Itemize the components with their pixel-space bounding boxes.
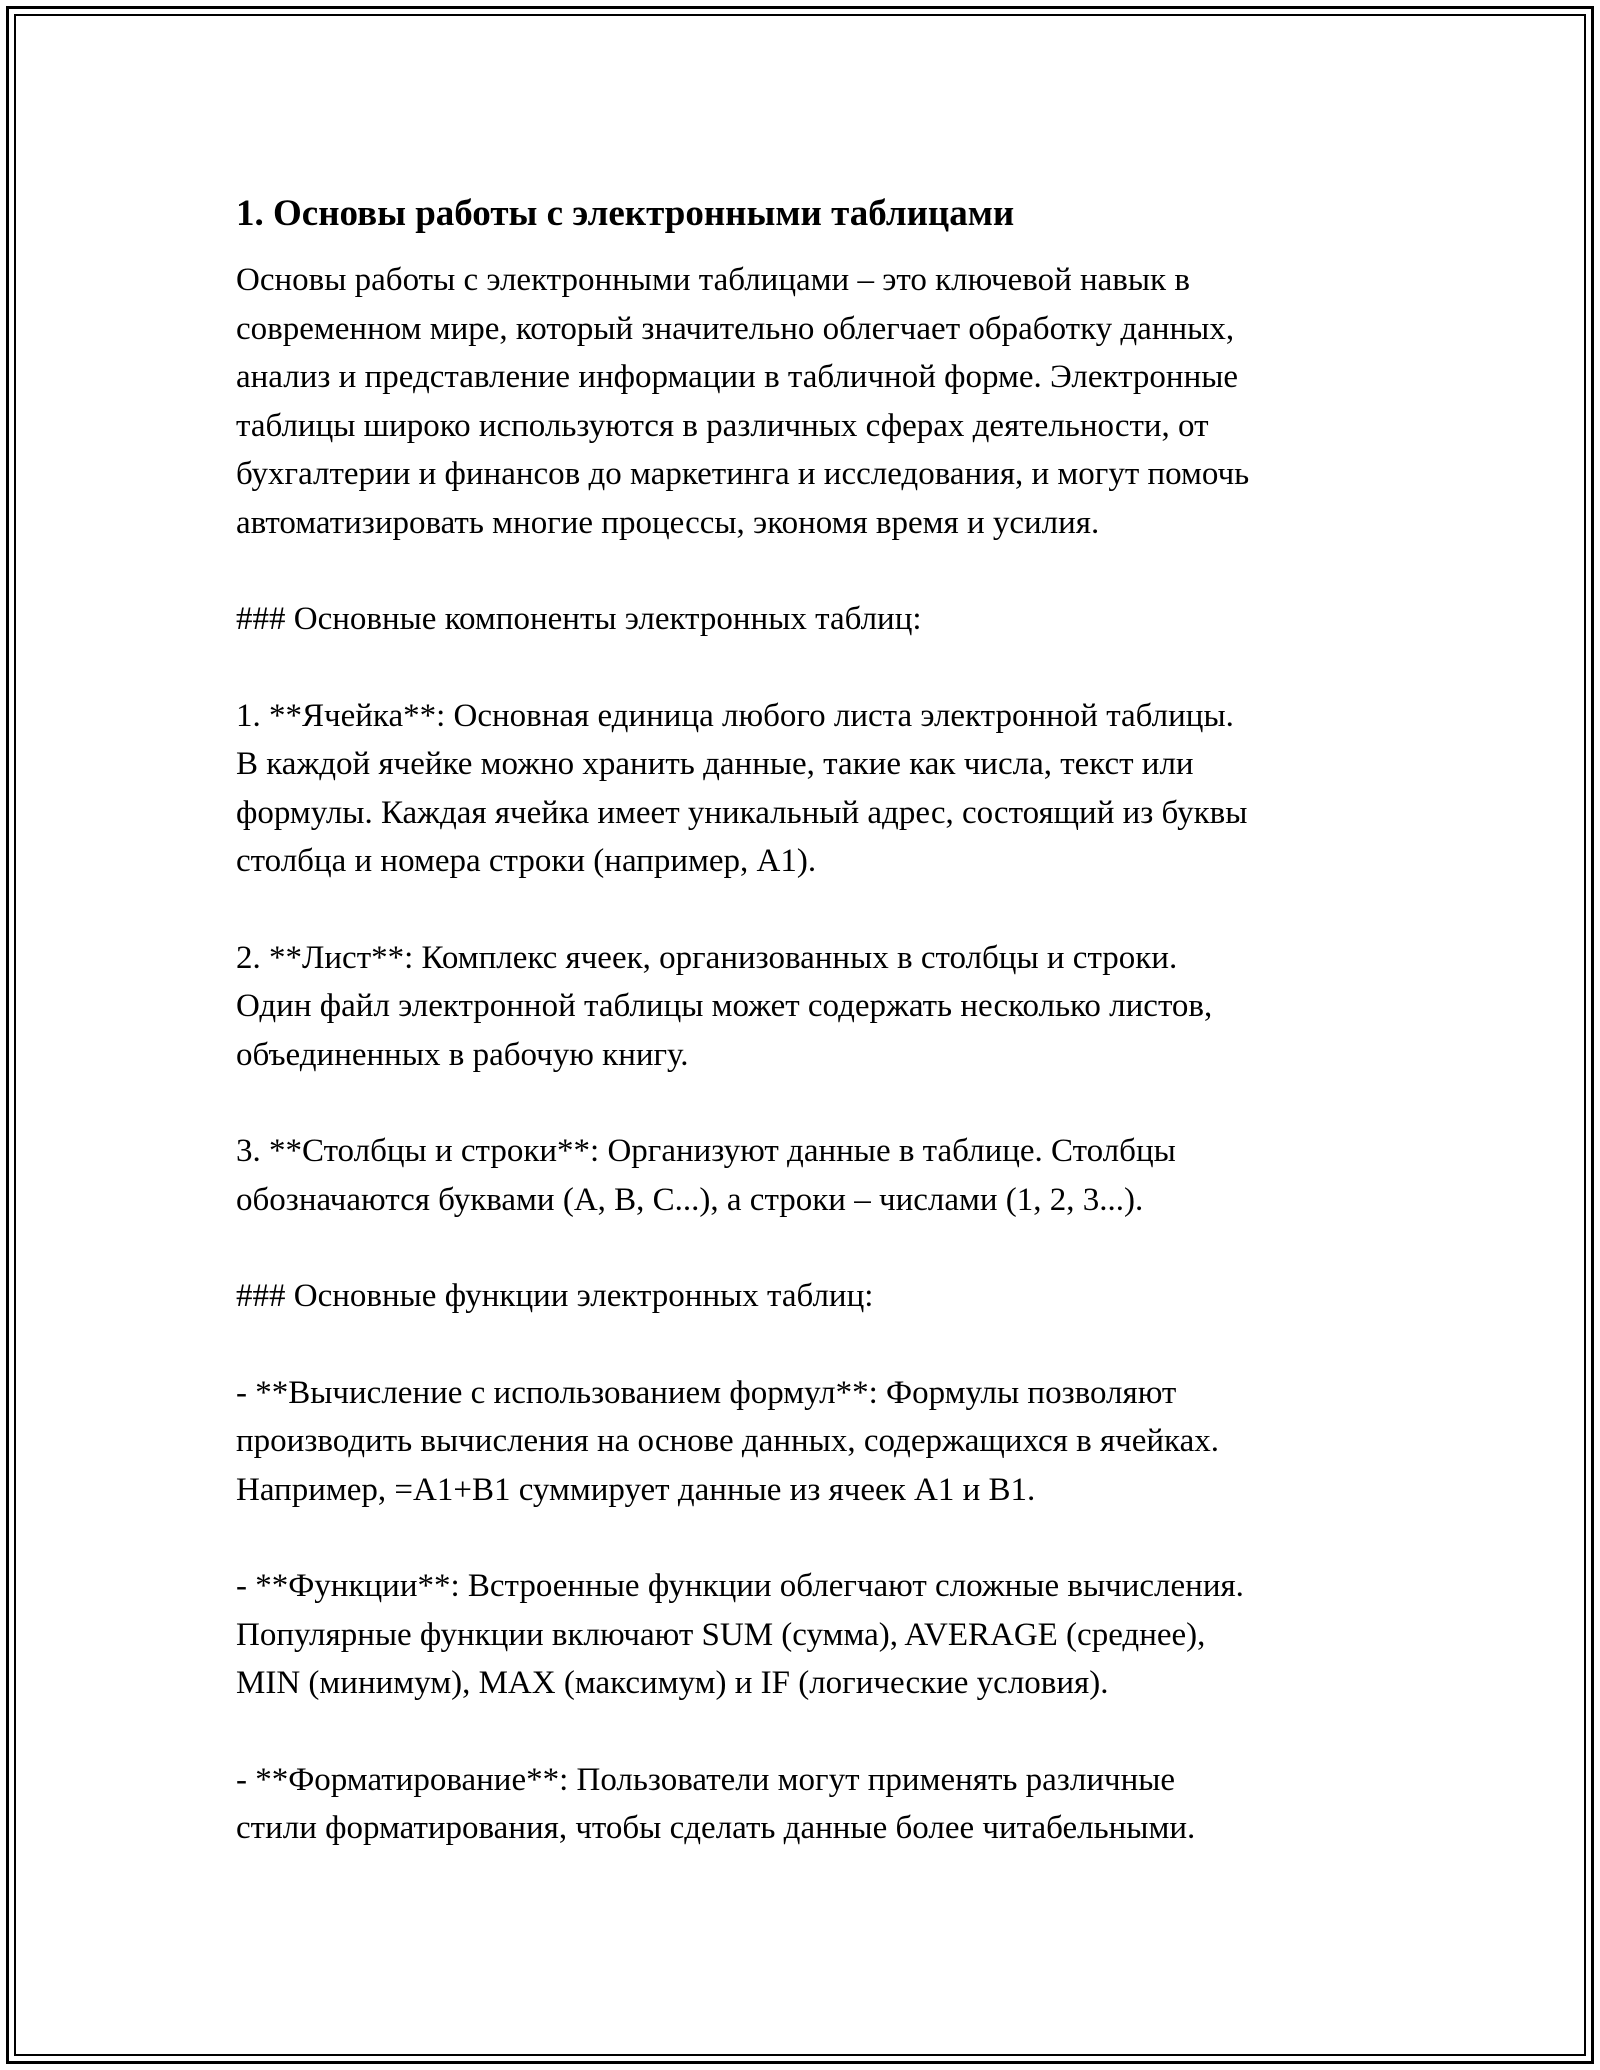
section-heading: 1. Основы работы с электронными таблицами xyxy=(236,193,1015,234)
text-line: 1. **Ячейка**: Основная единица любого листа электронной таблицы. xyxy=(236,697,1234,734)
paragraph xyxy=(236,1369,1396,1515)
text-line: бухгалтерии и финансов до маркетинга и исследования, и могут помочь xyxy=(236,456,1250,492)
paragraph xyxy=(236,934,1396,1080)
text-line: столбца и номера строки (например, A1). xyxy=(236,843,817,879)
paragraph xyxy=(236,1562,1396,1708)
document-body xyxy=(236,190,1396,1853)
paragraph xyxy=(236,692,1396,886)
paragraph xyxy=(236,595,1396,644)
text-line: Один файл электронной таблицы может содержать несколько листов, xyxy=(236,988,1213,1024)
text-line: 2. **Лист**: Комплекс ячеек, организованных в столбцы и строки. xyxy=(236,939,1178,976)
text-line: объединенных в рабочую книгу. xyxy=(236,1036,689,1073)
text-line: ### Основные компоненты электронных таблиц: xyxy=(236,601,922,637)
text-line: 3. **Столбцы и строки**: Организуют данные в таблице. Столбцы xyxy=(236,1133,1176,1169)
text-line: анализ и представление информации в табличной форме. Электронные xyxy=(236,359,1239,395)
paragraph xyxy=(236,1127,1396,1224)
text-line: формулы. Каждая ячейка имеет уникальный адрес, состоящий из буквы xyxy=(236,794,1248,831)
text-line: - **Вычисление с использованием формул**: Формулы позволяют xyxy=(236,1374,1177,1411)
text-line: - **Форматирование**: Пользователи могут применять различные xyxy=(236,1761,1176,1798)
text-line: MIN (минимум), MAX (максимум) и IF (логические условия). xyxy=(236,1665,1109,1701)
text-line: В каждой ячейке можно хранить данные, такие как числа, текст или xyxy=(236,746,1194,782)
text-line: современном мире, который значительно облегчает обработку данных, xyxy=(236,310,1235,347)
text-line: ### Основные функции электронных таблиц: xyxy=(236,1278,874,1314)
text-line: Основы работы с электронными таблицами – это ключевой навык в xyxy=(236,262,1190,298)
paragraph xyxy=(236,1272,1396,1321)
text-line: таблицы широко используются в различных сферах деятельности, от xyxy=(236,407,1209,444)
text-line: производить вычисления на основе данных, содержащихся в ячейках. xyxy=(236,1423,1219,1459)
text-line: Например, =A1+B1 суммирует данные из ячеек A1 и B1. xyxy=(236,1471,1036,1508)
text-line: - **Функции**: Встроенные функции облегчают сложные вычисления. xyxy=(236,1568,1244,1604)
text-line: автоматизировать многие процессы, экономя время и усилия. xyxy=(236,504,1100,541)
paragraph xyxy=(236,1756,1396,1853)
paragraph xyxy=(236,256,1396,547)
text-line: стили форматирования, чтобы сделать данные более читабельными. xyxy=(236,1810,1196,1846)
text-line: Популярные функции включают SUM (сумма), AVERAGE (среднее), xyxy=(236,1616,1206,1653)
text-line: обозначаются буквами (A, B, C...), а строки – числами (1, 2, 3...). xyxy=(236,1181,1144,1218)
paragraph-list xyxy=(236,256,1396,1853)
